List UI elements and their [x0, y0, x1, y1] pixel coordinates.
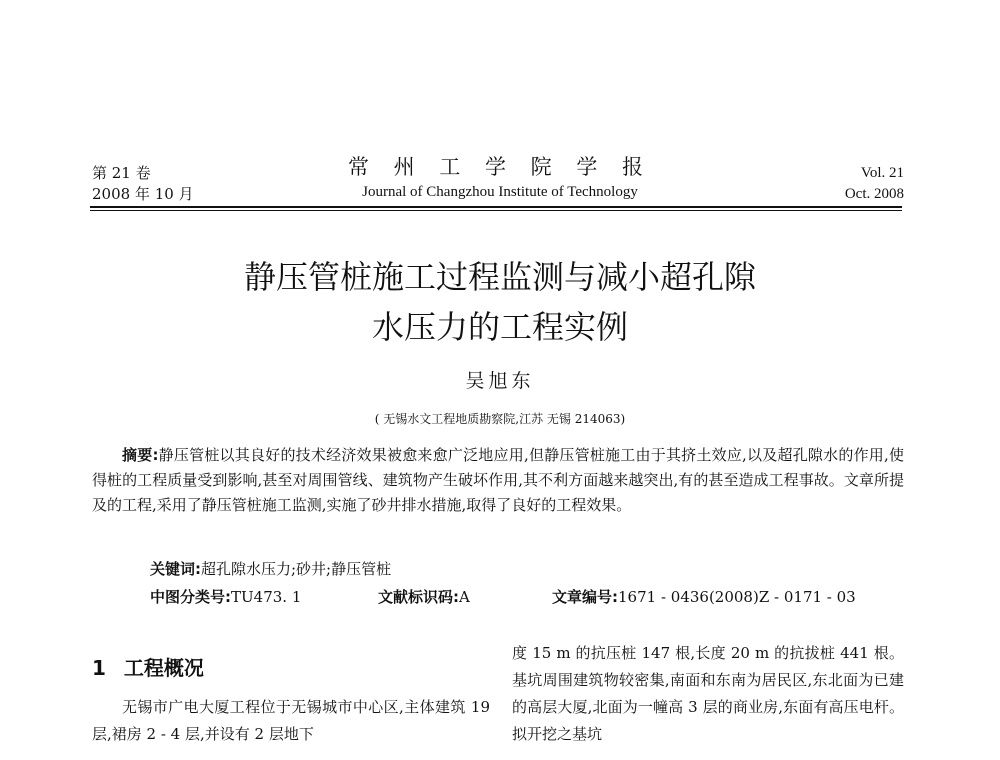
journal-title: [300, 153, 700, 203]
section-title: 工程概况: [123, 656, 204, 680]
paper-title: [150, 252, 850, 352]
abstract: [92, 443, 904, 518]
journal-name-cn: 常 州 工 学 院 学 报: [347, 155, 653, 179]
doc-label: 文献标识码:: [378, 588, 459, 606]
header-right: [845, 163, 904, 205]
title-line-1: 静压管桩施工过程监测与减小超孔隙: [243, 258, 756, 296]
journal-name-en: Journal of Changzhou Institute of Technology: [362, 184, 638, 200]
header-rule-thin: [90, 210, 902, 211]
body-paragraph-right: 度 15 m 的抗压桩 147 根,长度 20 m 的抗拔桩 441 根。基坑周围建筑物较密集,南面和东南为居民区,东北面为已建的高层大厦,北面为一幢高 3 层的商业房,东面有高压电杆。拟开挖之基坑: [512, 644, 904, 743]
keywords-label: 关键词:: [150, 560, 201, 578]
body-column-left: [92, 694, 490, 748]
date-cn: 2008 年 10 月: [92, 185, 194, 203]
author: 吴旭东: [465, 370, 535, 392]
keywords-text: 超孔隙水压力;砂井;静压管桩: [201, 560, 392, 578]
header-left: [92, 163, 194, 205]
date-en: Oct. 2008: [844, 186, 904, 202]
article-value: 1671 - 0436(2008)Z - 0171 - 03: [618, 588, 856, 606]
abstract-text: 静压管桩以其良好的技术经济效果被愈来愈广泛地应用,但静压管桩施工由于其挤土效应,以及超孔隙水的作用,使得桩的工程质量受到影响,甚至对周围管线、建筑物产生破坏作用,其不利方面越来越突出,有的甚至造成工程事故。文章所提及的工程,采用了静压管桩施工监测,实施了砂井排水措施,取得了良好的工程效果。: [92, 446, 905, 514]
abstract-label: 摘要:: [122, 446, 159, 464]
clc-code: [150, 585, 301, 609]
header-rule-thick: [90, 206, 902, 208]
body-paragraph-left: 无锡市广电大厦工程位于无锡城市中心区,主体建筑 19 层,裙房 2 - 4 层,并设有 2 层地下: [92, 698, 490, 743]
doc-code: [378, 585, 470, 609]
title-line-2: 水压力的工程实例: [371, 308, 628, 346]
section-number: 1: [92, 656, 106, 680]
volume-cn: 第 21 卷: [92, 164, 151, 182]
doc-value: A: [459, 588, 470, 606]
article-number: [552, 585, 856, 609]
affiliation: ( 无锡水文工程地质勘察院,江苏 无锡 214063): [374, 412, 626, 426]
clc-label: 中图分类号:: [150, 588, 231, 606]
volume-en: Vol. 21: [860, 165, 904, 181]
section-heading: [92, 652, 204, 681]
clc-value: TU473. 1: [231, 588, 302, 606]
keywords: [150, 557, 391, 581]
body-column-right: [512, 640, 904, 748]
article-label: 文章编号:: [552, 588, 618, 606]
